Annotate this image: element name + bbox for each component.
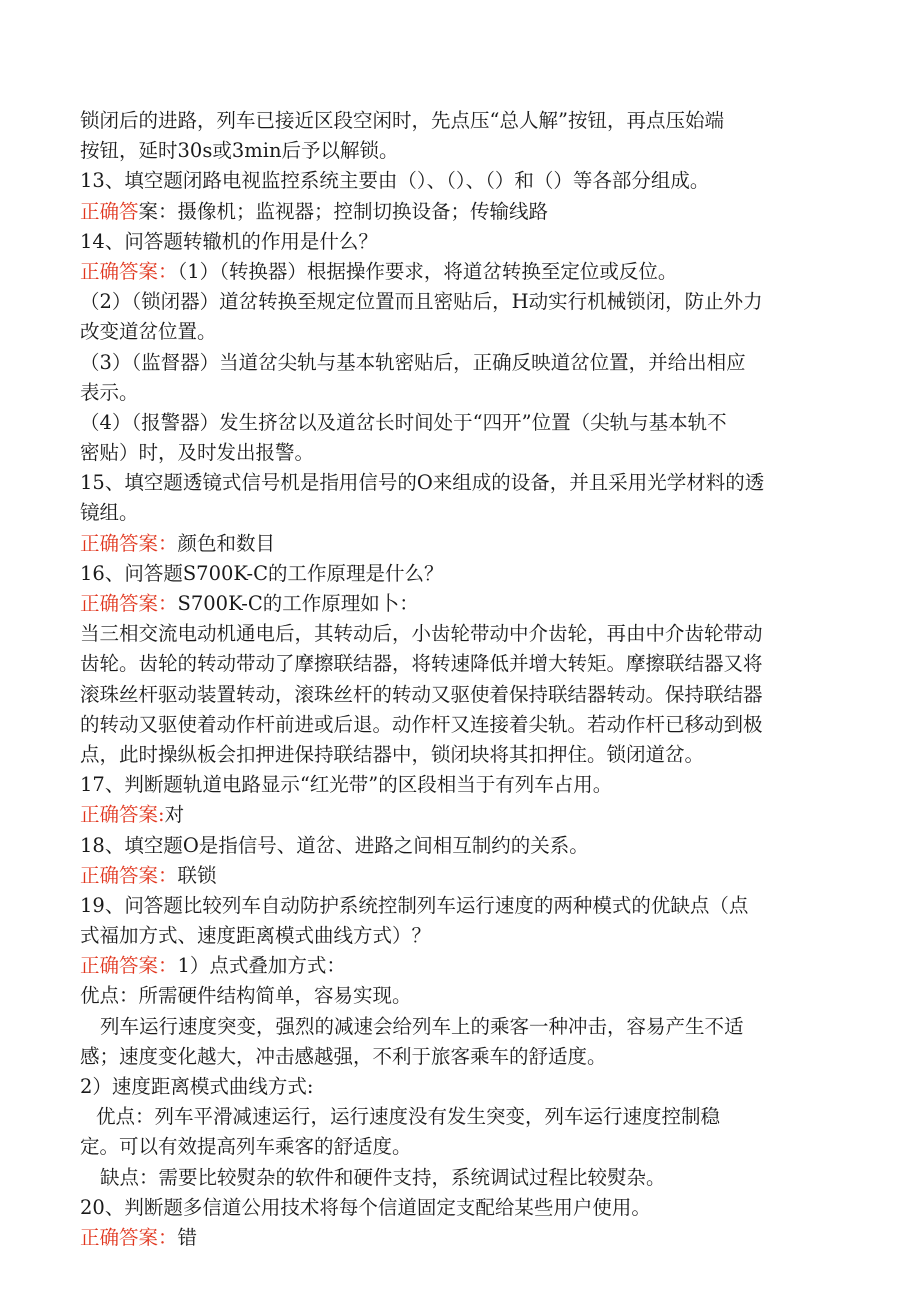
line-text: 17、判断题轨道电路显示“红光带”的区段相当于有列车占用。 bbox=[80, 773, 613, 797]
answer-line bbox=[80, 257, 840, 287]
line-text: 密贴）时，及时发出报警。 bbox=[80, 441, 315, 465]
answer-text: S700K-C的工作原理如卜： bbox=[177, 592, 419, 615]
line-text: 滚珠丝杆驱动装置转动，滚珠丝杆的转动又驱使着保持联结器转动。保持联结器 bbox=[80, 682, 763, 706]
line-text: 按钮，延时30s或3min后予以解锁。 bbox=[80, 139, 399, 163]
line-text: 齿轮。齿轮的转动带动了摩擦联结器，将转速降低并增大转矩。摩擦联结器又将 bbox=[80, 652, 763, 676]
line-text: 式福加方式、速度距离模式曲线方式）？ bbox=[80, 924, 432, 948]
answer-text: 1）点式叠加方式： bbox=[177, 954, 346, 978]
answer-label: 正确答案： bbox=[80, 1225, 178, 1249]
answer-text: 联锁 bbox=[177, 863, 217, 887]
text-line bbox=[80, 106, 840, 136]
line-text: （2）（锁闭器）道岔转换至规定位置而且密贴后，H动实行机械锁闭，防止外力 bbox=[80, 290, 763, 314]
line-text: 15、填空题透镜式信号机是指用信号的O来组成的设备，并且采用光学材料的透 bbox=[80, 471, 765, 495]
text-line bbox=[80, 378, 840, 408]
text-line bbox=[80, 1193, 840, 1223]
answer-line bbox=[80, 529, 840, 559]
line-text: 表示。 bbox=[80, 380, 139, 404]
text-line bbox=[80, 408, 840, 438]
line-text: 14、问答题转辙机的作用是什么？ bbox=[80, 229, 378, 253]
line-text: 2）速度距离模式曲线方式: bbox=[80, 1075, 314, 1098]
answer-label: 正确答 bbox=[80, 199, 139, 223]
line-text: 感；速度变化越大，冲击感越强，不利于旅客乘车的舒适度。 bbox=[80, 1044, 607, 1068]
text-line bbox=[80, 438, 840, 468]
line-text: 当三相交流电动机通电后，其转动后，小齿轮带动中介齿轮，再由中介齿轮带动 bbox=[80, 622, 763, 646]
line-text: 列车运行速度突变，强烈的减速会给列车上的乘客一种冲击，容易产生不适 bbox=[100, 1014, 744, 1038]
text-line bbox=[80, 166, 840, 196]
text-line bbox=[80, 136, 840, 166]
text-line bbox=[80, 619, 840, 649]
answer-text: 颜色和数目 bbox=[177, 531, 276, 555]
text-line bbox=[80, 770, 840, 800]
answer-label: 正确答案： bbox=[80, 259, 178, 283]
line-text: 的转动又驱使着动作杆前进或后退。动作杆又连接着尖轨。若动作杆已移动到极 bbox=[80, 712, 763, 736]
line-text: 16、问答题S700K-C的工作原理是什么？ bbox=[80, 561, 444, 585]
answer-line bbox=[80, 861, 840, 891]
line-text: 定。可以有效提高列车乘客的舒适度。 bbox=[80, 1135, 412, 1159]
line-text: 20、判断题多信道公用技术将每个信道固定支配给某些用户使用。 bbox=[80, 1195, 651, 1219]
line-text: 点，此时操纵板会扣押进保持联结器中，锁闭块将其扣押住。锁闭道岔。 bbox=[80, 742, 705, 766]
text-line bbox=[80, 981, 840, 1011]
answer-label: 正确答案： bbox=[80, 592, 178, 615]
line-text: 优点：所需硬件结构简单，容易实现。 bbox=[80, 984, 412, 1008]
text-line bbox=[80, 1072, 840, 1102]
answer-line bbox=[80, 197, 840, 227]
answer-label: 正确答案： bbox=[80, 954, 178, 978]
answer-text: 错 bbox=[177, 1225, 198, 1249]
text-line bbox=[80, 1012, 840, 1042]
text-line bbox=[80, 649, 840, 679]
text-line bbox=[80, 680, 840, 710]
text-line bbox=[80, 1102, 840, 1132]
text-line bbox=[80, 317, 840, 347]
line-text: 18、填空题O是指信号、道岔、进路之间相互制约的关系。 bbox=[80, 833, 589, 857]
text-line bbox=[80, 348, 840, 378]
answer-text: 对 bbox=[164, 803, 185, 827]
answer-text: 案：摄像机；监视器；控制切换设备；传输线路 bbox=[138, 199, 549, 223]
line-text: 改变道岔位置。 bbox=[80, 320, 217, 344]
answer-line bbox=[80, 951, 840, 981]
text-line bbox=[80, 227, 840, 257]
text-line bbox=[80, 1042, 840, 1072]
answer-line bbox=[80, 1223, 840, 1253]
text-line bbox=[80, 740, 840, 770]
line-text: （3）（监督器）当道岔尖轨与基本轨密贴后，正确反映道岔位置，并给出相应 bbox=[80, 350, 746, 374]
answer-label: 正确答案: bbox=[80, 803, 165, 827]
text-line bbox=[80, 498, 840, 528]
line-text: 锁闭后的进路，列车已接近区段空闲时，先点压“总人解”按钮，再点压始端 bbox=[80, 109, 724, 132]
text-line bbox=[80, 710, 840, 740]
line-text: 13、填空题闭路电视监控系统主要由（）、（）、（）和（）等各部分组成。 bbox=[80, 169, 710, 193]
answer-text: （1）（转换器）根据操作要求，将道岔转换至定位或反位。 bbox=[177, 259, 678, 283]
text-line bbox=[80, 559, 840, 589]
answer-line bbox=[80, 589, 840, 619]
text-line bbox=[80, 287, 840, 317]
text-line bbox=[80, 891, 840, 921]
text-line bbox=[80, 921, 840, 951]
document-body bbox=[80, 106, 840, 1253]
text-line bbox=[80, 1132, 840, 1162]
line-text: 缺点：需要比较熨杂的软件和硬件支持，系统调试过程比较熨杂。 bbox=[100, 1165, 666, 1189]
line-text: （4）（报警器）发生挤岔以及道岔长时间处于“四开”位置（尖轨与基本轨不 bbox=[80, 410, 727, 434]
line-text: 19、问答题比较列车自动防护系统控制列车运行速度的两种模式的优缺点（点 bbox=[80, 893, 749, 917]
text-line bbox=[80, 468, 840, 498]
text-line bbox=[80, 1163, 840, 1193]
answer-line bbox=[80, 800, 840, 830]
line-text: 镜组。 bbox=[80, 501, 139, 525]
answer-label: 正确答案： bbox=[80, 531, 178, 555]
line-text: 优点：列车平滑减速运行，运行速度没有发生突变，列车运行速度控制稳 bbox=[96, 1105, 721, 1129]
answer-label: 正确答案： bbox=[80, 863, 178, 887]
text-line bbox=[80, 831, 840, 861]
